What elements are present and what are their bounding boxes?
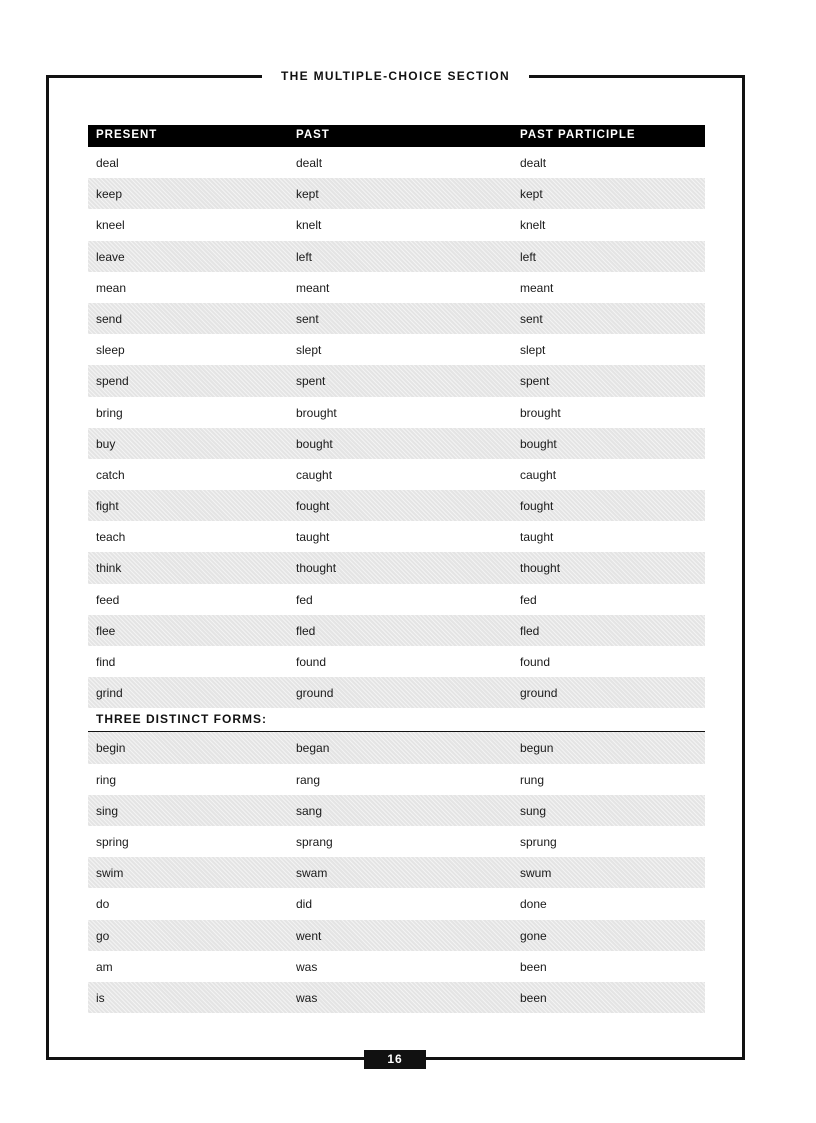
- past-cell: bought: [296, 436, 333, 451]
- past-participle-cell: sprung: [520, 834, 557, 849]
- past-cell: knelt: [296, 218, 322, 233]
- past-participle-cell: bought: [520, 436, 557, 451]
- table-row: [88, 920, 705, 951]
- past-participle-cell: kept: [520, 187, 543, 202]
- table-row: [88, 795, 705, 826]
- present-cell: ring: [96, 772, 117, 787]
- present-cell: deal: [96, 156, 119, 170]
- present-cell: think: [96, 561, 122, 576]
- table-row: [88, 677, 705, 708]
- past-participle-cell: taught: [520, 530, 554, 545]
- past-participle-cell: dealt: [520, 156, 547, 170]
- three-forms-group: [88, 732, 705, 1013]
- past-cell: caught: [296, 467, 333, 482]
- table-row: [88, 646, 705, 677]
- present-cell: flee: [96, 623, 116, 638]
- frame-left-rule: [46, 75, 49, 1060]
- past-cell: sprang: [296, 834, 333, 849]
- present-cell: feed: [96, 592, 120, 607]
- past-cell: spent: [296, 374, 326, 389]
- table-row: [88, 428, 705, 459]
- section-title: THE MULTIPLE-CHOICE SECTION: [281, 69, 510, 83]
- present-cell: is: [96, 990, 105, 1005]
- past-cell: taught: [296, 530, 330, 545]
- present-cell: go: [96, 928, 110, 943]
- past-participle-cell: fled: [520, 623, 540, 638]
- present-cell: teach: [96, 530, 126, 545]
- column-header-present: PRESENT: [96, 129, 158, 141]
- past-cell: kept: [296, 187, 319, 202]
- present-cell: swim: [96, 866, 124, 881]
- present-cell: leave: [96, 249, 125, 264]
- present-cell: spring: [96, 834, 129, 849]
- page-number-badge: 16: [364, 1050, 426, 1069]
- present-cell: kneel: [96, 218, 125, 233]
- frame-top-left-rule: [46, 75, 262, 78]
- past-participle-cell: ground: [520, 686, 558, 701]
- column-header-past: PAST: [296, 129, 330, 141]
- past-participle-cell: caught: [520, 467, 557, 482]
- past-cell: sang: [296, 803, 323, 818]
- past-participle-cell: meant: [520, 280, 554, 295]
- table-row: [88, 888, 705, 919]
- table-row: [88, 826, 705, 857]
- past-participle-cell: thought: [520, 561, 561, 576]
- present-cell: send: [96, 311, 123, 326]
- frame-right-rule: [742, 75, 745, 1060]
- present-cell: catch: [96, 467, 125, 482]
- table-row: [88, 272, 705, 303]
- past-cell: did: [296, 897, 313, 912]
- past-participle-cell: fed: [520, 592, 537, 607]
- present-cell: sleep: [96, 343, 125, 358]
- table-row: [88, 459, 705, 490]
- present-cell: begin: [96, 741, 126, 756]
- past-participle-cell: spent: [520, 374, 550, 389]
- table-row: [88, 521, 705, 552]
- table-row: [88, 490, 705, 521]
- table-row: [88, 951, 705, 982]
- past-participle-cell: swum: [520, 866, 552, 881]
- past-participle-cell: done: [520, 897, 547, 912]
- table-row: [88, 857, 705, 888]
- column-header-past-participle: PAST PARTICIPLE: [520, 129, 636, 141]
- past-cell: fled: [296, 623, 316, 638]
- past-cell: ground: [296, 686, 334, 701]
- past-cell: fed: [296, 592, 313, 607]
- table-row: [88, 584, 705, 615]
- past-cell: meant: [296, 280, 330, 295]
- table-row: [88, 334, 705, 365]
- frame-top-right-rule: [529, 75, 745, 78]
- past-cell: was: [296, 959, 318, 974]
- present-cell: keep: [96, 187, 123, 202]
- past-participle-cell: been: [520, 990, 547, 1005]
- past-participle-cell: rung: [520, 772, 545, 787]
- table-row: [88, 982, 705, 1013]
- table-row: [88, 552, 705, 583]
- present-cell: find: [96, 655, 116, 669]
- past-cell: slept: [296, 343, 322, 358]
- present-cell: buy: [96, 436, 116, 451]
- table-row: [88, 764, 705, 795]
- past-cell: was: [296, 990, 318, 1005]
- present-cell: sing: [96, 803, 119, 818]
- past-participle-cell: slept: [520, 343, 546, 358]
- present-cell: spend: [96, 374, 129, 389]
- past-participle-cell: left: [520, 249, 537, 264]
- table-row: [88, 147, 705, 178]
- table-row: [88, 209, 705, 240]
- past-cell: thought: [296, 561, 337, 576]
- table-row: [88, 397, 705, 428]
- past-participle-cell: been: [520, 959, 547, 974]
- past-cell: began: [296, 741, 330, 756]
- subheading-label: THREE DISTINCT FORMS:: [96, 712, 267, 727]
- past-cell: found: [296, 655, 327, 669]
- present-cell: do: [96, 897, 110, 912]
- present-cell: grind: [96, 686, 123, 701]
- table-row: [88, 241, 705, 272]
- present-cell: fight: [96, 499, 119, 514]
- three-distinct-forms-subheading: [88, 708, 705, 732]
- present-cell: mean: [96, 280, 127, 295]
- table-row: [88, 303, 705, 334]
- table-header: [88, 125, 705, 147]
- table-row: [88, 732, 705, 763]
- past-cell: brought: [296, 405, 337, 420]
- present-cell: am: [96, 959, 113, 974]
- past-participle-cell: begun: [520, 741, 554, 756]
- past-cell: went: [296, 928, 322, 943]
- past-participle-cell: found: [520, 655, 551, 669]
- past-participle-cell: brought: [520, 405, 561, 420]
- past-participle-cell: fought: [520, 499, 554, 514]
- present-cell: bring: [96, 405, 123, 420]
- past-participle-cell: sung: [520, 803, 547, 818]
- past-cell: swam: [296, 866, 328, 881]
- table-row: [88, 178, 705, 209]
- verb-table: [88, 125, 705, 1013]
- table-row: [88, 615, 705, 646]
- past-participle-cell: knelt: [520, 218, 546, 233]
- past-cell: fought: [296, 499, 330, 514]
- past-cell: rang: [296, 772, 321, 787]
- table-row: [88, 365, 705, 396]
- past-participle-cell: sent: [520, 311, 543, 326]
- past-participle-cell: gone: [520, 928, 547, 943]
- past-cell: dealt: [296, 156, 323, 170]
- past-cell: sent: [296, 311, 319, 326]
- past-cell: left: [296, 249, 313, 264]
- regular-forms-group: [88, 147, 705, 708]
